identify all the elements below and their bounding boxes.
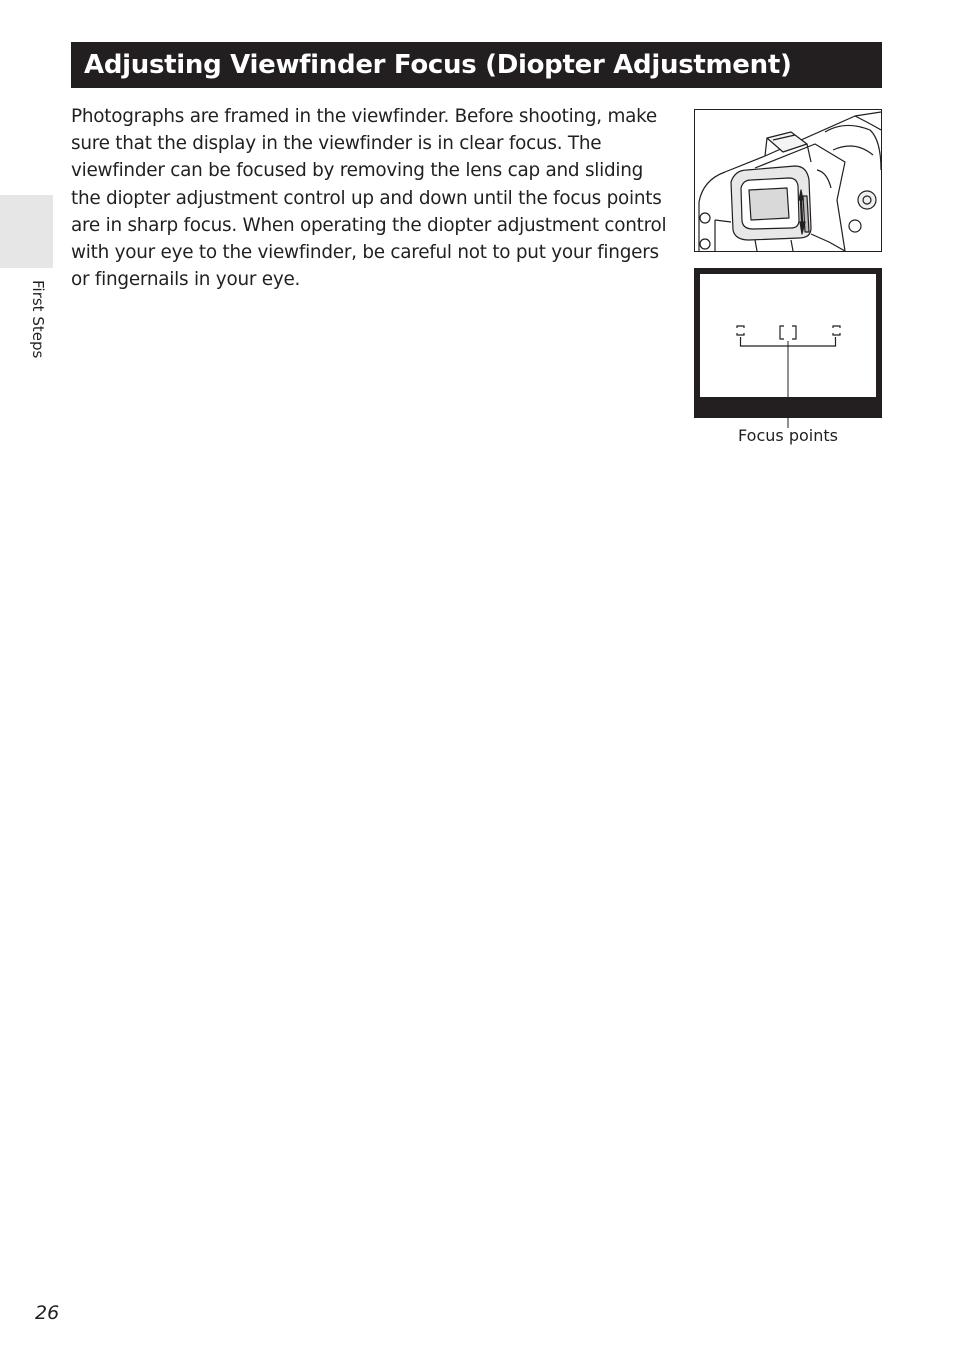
chapter-tab-label: First Steps	[29, 280, 47, 359]
camera-back-drawing	[695, 110, 881, 251]
camera-diopter-illustration	[694, 109, 882, 252]
body-paragraph: Photographs are framed in the viewfinder. Before shooting, make sure that the display in the viewfinder is in clear focus. The viewfinder can be focused by removing the lens cap and sliding the diopter adjustment control up and down until the focus points are in sharp focus. When operating the diopter adjustment control with your eye to the viewfinder, be careful not to put your fingers or fingernails in your eye.	[71, 106, 667, 291]
page-number: 26	[35, 1302, 60, 1324]
section-title-bar	[71, 42, 882, 88]
focus-points-callout: Focus points	[738, 426, 838, 445]
viewfinder-drawing	[694, 268, 882, 438]
chapter-tab-marker	[0, 195, 53, 268]
viewfinder-display-diagram	[694, 268, 882, 418]
page-title: Adjusting Viewfinder Focus (Diopter Adjustment)	[84, 50, 792, 80]
